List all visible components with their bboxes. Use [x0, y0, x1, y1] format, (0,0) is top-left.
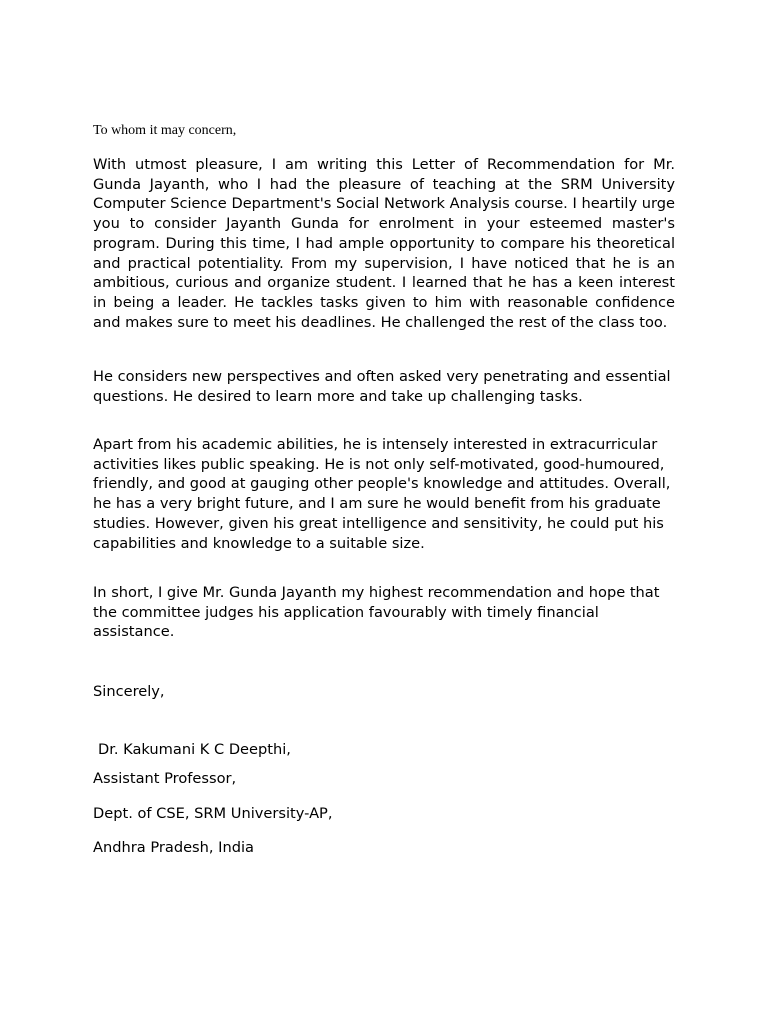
paragraph-introduction: With utmost pleasure, I am writing this Letter of Recommendation for Mr. Gunda Jayanth, who I had the pleasure of teaching at the SRM University Computer Science Department's Social Network Analysis course. I heartily urge you to consider Jayanth Gunda for enrolment in your esteemed master's program. During this time, I had ample opportunity to compare his theoretical and practical potentiality. From my supervision, I have noticed that he is an ambitious, curious and organize student. I learned that he has a keen interest in being a leader. He tackles tasks given to him with reasonable confidence and makes sure to meet his deadlines. He challenged the rest of the class too.	[93, 156, 675, 331]
salutation: To whom it may concern,	[93, 123, 237, 138]
signature-location: Andhra Pradesh, India	[93, 839, 255, 856]
signature-name: Dr. Kakumani K C Deepthi,	[98, 741, 291, 758]
signature-title: Assistant Professor,	[93, 770, 237, 787]
closing: Sincerely,	[93, 683, 165, 700]
paragraph-perspectives: He considers new perspectives and often asked very penetrating and essential questions. He desired to learn more and take up challenging tasks.	[93, 368, 671, 405]
paragraph-conclusion: In short, I give Mr. Gunda Jayanth my highest recommendation and hope that the committee judges his application favourably with timely financial assistance.	[93, 584, 660, 641]
paragraph-extracurricular: Apart from his academic abilities, he is intensely interested in extracurricular activities likes public speaking. He is not only self-motivated, good-humoured, friendly, and good at gauging other people's knowledge and attitudes. Overall, he has a very bright future, and I am sure he would benefit from his graduate studies. However, given his great intelligence and sensitivity, he could put his capabilities and knowledge to a suitable size.	[93, 436, 671, 552]
signature-department: Dept. of CSE, SRM University-AP,	[93, 805, 333, 822]
